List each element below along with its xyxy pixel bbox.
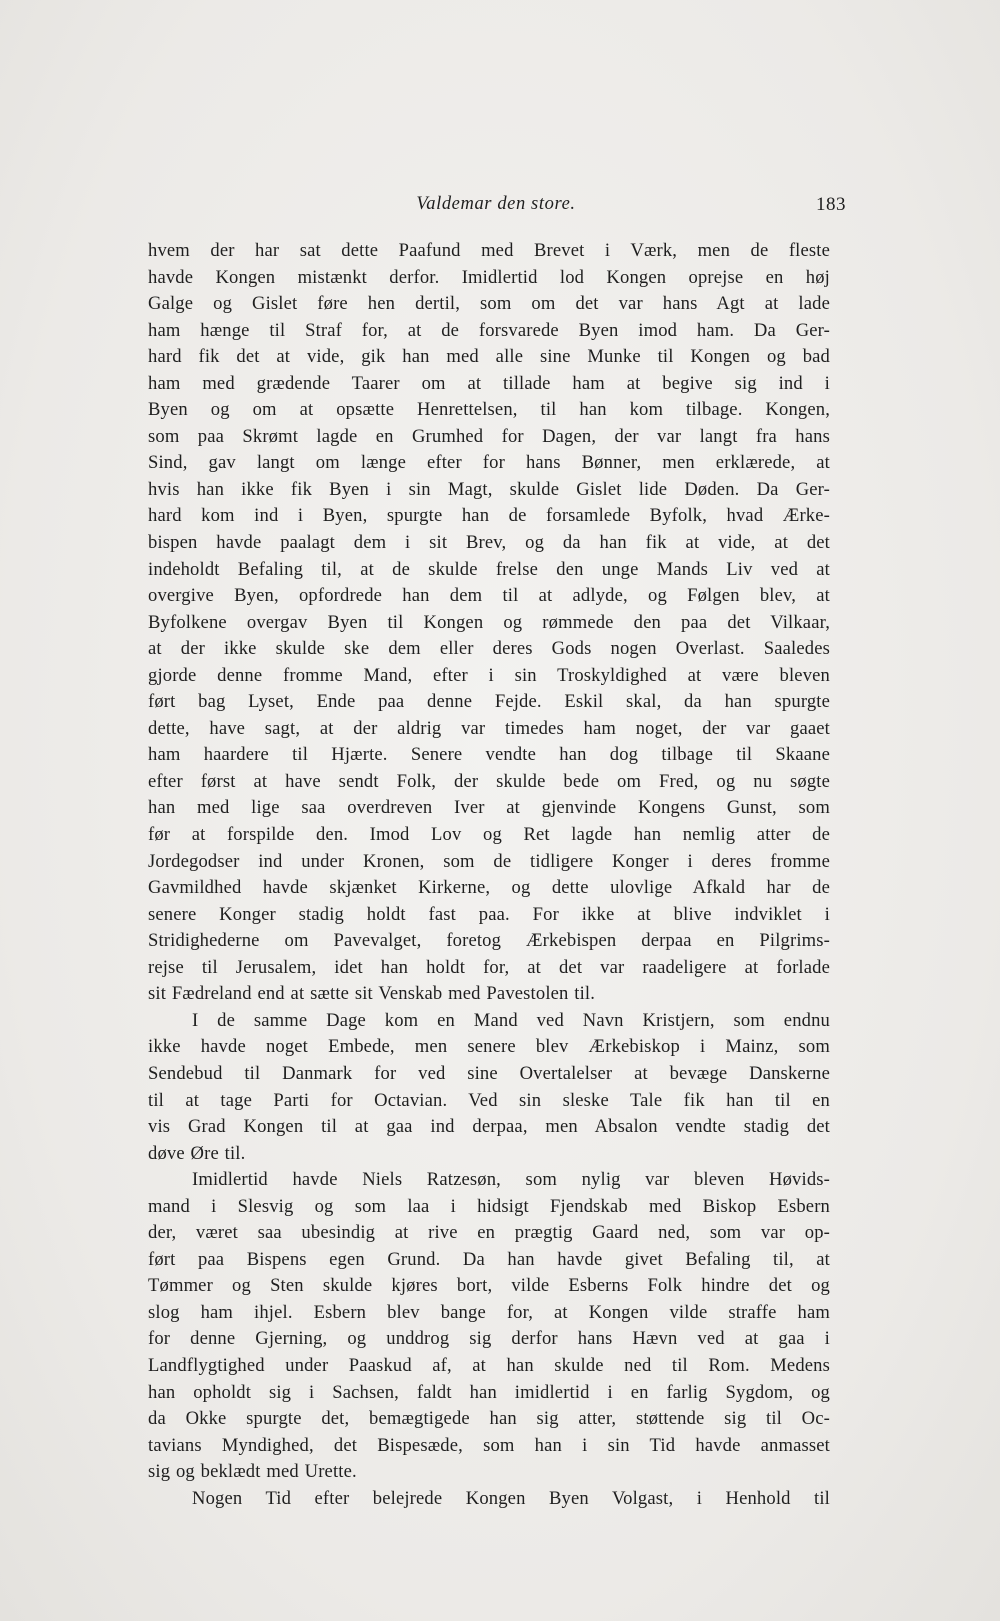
text-line: ført bag Lyset, Ende paa denne Fejde. Eskil skal, da han spurgte	[148, 691, 830, 713]
text-line: Landflygtighed under Paaskud af, at han skulde ned til Rom. Medens	[148, 1354, 830, 1376]
text-line: døve Øre til.	[148, 1142, 246, 1164]
text-line: til at tage Parti for Octavian. Ved sin sleske Tale fik han til en	[148, 1089, 830, 1111]
text-line: at der ikke skulde ske dem eller deres Gods nogen Overlast. Saaledes	[148, 638, 830, 660]
text-line: gjorde denne fromme Mand, efter i sin Troskyldighed at være bleven	[148, 664, 830, 686]
text-line: hard fik det at vide, gik han med alle sine Munke til Kongen og bad	[148, 346, 830, 368]
text-line: Sind, gav langt om længe efter for hans Bønner, men erklærede, at	[148, 452, 830, 474]
text-line: ikke havde noget Embede, men senere blev Ærkebiskop i Mainz, som	[148, 1036, 830, 1058]
text-line: overgive Byen, opfordrede han dem til at adlyde, og Følgen blev, at	[148, 585, 830, 607]
text-line: hvis han ikke fik Byen i sin Magt, skulde Gislet lide Døden. Da Ger-	[148, 478, 830, 500]
text-line: ham med grædende Taarer om at tillade ham at begive sig ind i	[148, 372, 830, 394]
text-line: Nogen Tid efter belejrede Kongen Byen Volgast, i Henhold til	[192, 1487, 830, 1509]
text-line: havde Kongen mistænkt derfor. Imidlertid lod Kongen oprejse en høj	[148, 266, 830, 288]
text-line: for denne Gjerning, og unddrog sig derfor hans Hævn ved at gaa i	[148, 1328, 830, 1350]
text-line: der, været saa ubesindig at rive en prægtig Gaard ned, som var op-	[148, 1222, 830, 1244]
text-line: Sendebud til Danmark for ved sine Overtalelser at bevæge Danskerne	[148, 1062, 830, 1084]
text-line: han med lige saa overdreven Iver at gjenvinde Kongens Gunst, som	[148, 797, 830, 819]
text-line: slog ham ihjel. Esbern blev bange for, at Kongen vilde straffe ham	[148, 1301, 830, 1323]
text-line: vis Grad Kongen til at gaa ind derpaa, men Absalon vendte stadig det	[148, 1116, 830, 1138]
text-line: ført paa Bispens egen Grund. Da han havde givet Befaling til, at	[148, 1248, 830, 1270]
text-line: senere Konger stadig holdt fast paa. For ikke at blive indviklet i	[148, 903, 830, 925]
text-line: Jordegodser ind under Kronen, som de tidligere Konger i deres fromme	[148, 850, 830, 872]
body-text	[148, 238, 830, 1512]
text-line: Stridighederne om Pavevalget, foretog Ærkebispen derpaa en Pilgrims-	[148, 930, 830, 952]
text-line: efter først at have sendt Folk, der skulde bede om Fred, og nu søgte	[148, 770, 830, 792]
text-line: Gavmildhed havde skjænket Kirkerne, og dette ulovlige Afkald har de	[148, 877, 830, 899]
text-line: som paa Skrømt lagde en Grumhed for Dagen, der var langt fra hans	[148, 425, 830, 447]
text-line: Tømmer og Sten skulde kjøres bort, vilde Esberns Folk hindre det og	[148, 1275, 830, 1297]
running-header	[146, 194, 846, 220]
text-line: sig og beklædt med Urette.	[148, 1461, 357, 1483]
text-line: I de samme Dage kom en Mand ved Navn Kristjern, som endnu	[192, 1009, 830, 1031]
text-line: Byen og om at opsætte Henrettelsen, til han kom tilbage. Kongen,	[148, 399, 830, 421]
text-line: hard kom ind i Byen, spurgte han de forsamlede Byfolk, hvad Ærke-	[148, 505, 830, 527]
running-title: Valdemar den store.	[416, 194, 576, 214]
text-line: hvem der har sat dette Paafund med Brevet i Værk, men de fleste	[148, 240, 830, 261]
text-line: indeholdt Befaling til, at de skulde frelse den unge Mands Liv ved at	[148, 558, 830, 580]
text-line: Galge og Gislet føre hen dertil, som om det var hans Agt at lade	[148, 293, 830, 315]
text-line: mand i Slesvig og som laa i hidsigt Fjendskab med Biskop Esbern	[148, 1195, 830, 1217]
text-line: rejse til Jerusalem, idet han holdt for, at det var raadeligere at forlade	[148, 956, 830, 978]
text-line: Imidlertid havde Niels Ratzesøn, som nylig var bleven Høvids-	[192, 1169, 830, 1191]
text-line: dette, have sagt, at der aldrig var timedes ham noget, der var gaaet	[148, 717, 830, 739]
text-line: bispen havde paalagt dem i sit Brev, og da han fik at vide, at det	[148, 532, 830, 554]
text-line: før at forspilde den. Imod Lov og Ret lagde han nemlig atter de	[148, 824, 830, 846]
text-line: han opholdt sig i Sachsen, faldt han imidlertid i en farlig Sygdom, og	[148, 1381, 830, 1403]
text-line: da Okke spurgte det, bemægtigede han sig atter, støttende sig til Oc-	[148, 1408, 830, 1430]
text-line: sit Fædreland end at sætte sit Venskab med Pavestolen til.	[148, 983, 596, 1005]
text-line: Byfolkene overgav Byen til Kongen og rømmede den paa det Vilkaar,	[148, 611, 830, 633]
text-line: tavians Myndighed, det Bispesæde, som han i sin Tid havde anmasset	[148, 1434, 830, 1456]
text-line: ham haardere til Hjærte. Senere vendte han dog tilbage til Skaane	[148, 744, 830, 766]
page-number: 183	[816, 194, 846, 215]
text-line: ham hænge til Straf for, at de forsvarede Byen imod ham. Da Ger-	[148, 319, 830, 341]
